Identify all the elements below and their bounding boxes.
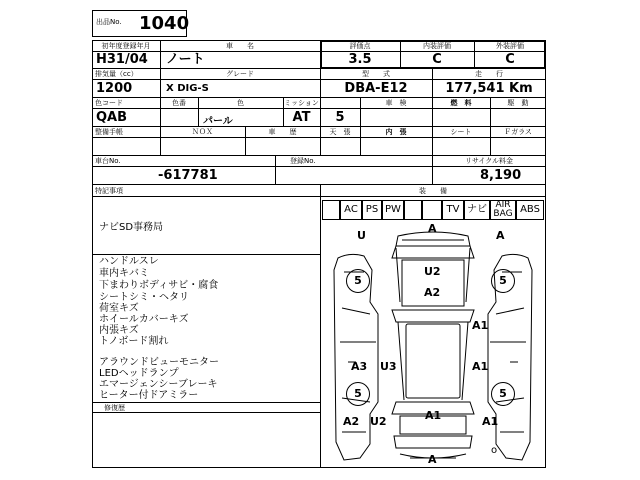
wheel-front-right: 5 (491, 269, 515, 293)
equipment-header: 装 備 (419, 187, 447, 195)
color-header: 色 (237, 99, 244, 107)
notes-office: ナビSD事務局 (99, 222, 164, 233)
equipment-slot-blank (322, 200, 340, 220)
inspection-header: 車 検 (385, 99, 407, 107)
damage-hood-2: A2 (424, 286, 441, 299)
note-item: トノボード割れ (99, 336, 169, 347)
grade-header: グレード (226, 70, 254, 78)
recycle-fee-header: リサイクル料金 (464, 157, 514, 165)
transmission-header: ミッション (284, 99, 319, 107)
lot-number: 1040 (139, 13, 190, 34)
feature-item: エマージェンシーブレーキ (99, 379, 218, 390)
damage-rear-bottom: A (428, 453, 437, 466)
repair-history-header: 修復歴 (104, 404, 125, 412)
equipment-pw: PW (382, 200, 404, 220)
damage-trunk: A1 (425, 409, 442, 422)
mileage-value: 177,541 Km (445, 81, 533, 96)
equipment-navi: ナビ (464, 200, 490, 220)
notes-header: 特記事項 (95, 187, 123, 195)
damage-rear-right: A1 (482, 415, 499, 428)
glass-header: Ｆガラス (504, 128, 532, 136)
doors-value: 5 (335, 110, 345, 125)
note-item: 車内キバミ (99, 268, 149, 279)
sunroof-header: 天 張 (329, 128, 351, 136)
interior-value: C (432, 52, 442, 67)
exterior-value: C (505, 52, 515, 67)
exterior-header: 外装評価 (496, 42, 524, 50)
maintenance-header: 整備手帳 (95, 128, 123, 136)
chassis-no-value: -617781 (158, 168, 218, 183)
wheel-rear-left: 5 (346, 382, 370, 406)
damage-hood: U2 (424, 265, 441, 278)
reg-no-header: 登録No. (290, 157, 316, 165)
equipment-ps: PS (362, 200, 382, 220)
equipment-abs: ABS (516, 200, 544, 220)
fuel-header: 燃 料 (450, 99, 472, 107)
interior-trim-header: 内 張 (385, 128, 407, 136)
wheel-front-left: 5 (346, 269, 370, 293)
car-damage-diagram (320, 222, 546, 468)
color-value: パール (203, 116, 233, 127)
mileage-header: 走 行 (475, 70, 503, 78)
displacement-header: 排気量（cc） (95, 70, 138, 78)
equipment-ac: AC (340, 200, 362, 220)
grade-value: X DIG-S (166, 83, 209, 94)
drive-header: 駆 動 (507, 99, 529, 107)
damage-right-door-front: A1 (472, 319, 489, 332)
feature-item: LEDヘッドランプ (99, 368, 179, 379)
color-code-value: QAB (96, 110, 128, 125)
model-value: DBA-E12 (344, 81, 408, 96)
score-value: 3.5 (348, 52, 372, 67)
transmission-value: AT (292, 110, 311, 125)
nox-header: ＮＯＸ (192, 128, 213, 136)
first-reg-value: H31/04 (96, 52, 148, 67)
equipment-slot-blank (404, 200, 422, 220)
damage-front-top: A (428, 222, 437, 235)
score-header: 評価点 (349, 42, 371, 50)
note-item: 内張キズ (99, 325, 139, 336)
equipment-tv: TV (442, 200, 464, 220)
damage-right-door-rear: A1 (472, 360, 489, 373)
damage-front-left: U (357, 229, 366, 242)
damage-left-u3: U3 (380, 360, 397, 373)
lot-number-label: 出品No. (96, 18, 122, 26)
rear-bumper-mark: o (491, 445, 498, 456)
feature-item: ヒーター付ドアミラー (99, 390, 199, 401)
history-header: 車 歴 (268, 128, 297, 136)
note-item: 荷室キズ (99, 303, 139, 314)
first-reg-header: 初年度登録年月 (101, 42, 151, 50)
wheel-rear-right: 5 (491, 382, 515, 406)
recycle-fee-value: 8,190 (480, 168, 522, 183)
car-name-value: ノート (166, 52, 205, 67)
displacement-value: 1200 (96, 81, 133, 96)
damage-front-right: A (496, 229, 505, 242)
equipment-slot-blank (422, 200, 442, 220)
equipment-airbag: AIR BAG (490, 200, 516, 220)
note-item: シートシミ・ヘタリ (99, 292, 189, 303)
chassis-no-header: 車台No. (95, 157, 121, 165)
feature-item: アラウンドビューモニター (99, 357, 219, 368)
color-code-header: 色コード (95, 99, 123, 107)
model-header: 型 式 (362, 70, 390, 78)
car-name-header: 車 名 (226, 42, 254, 50)
note-item: ホイールカバーキズ (99, 314, 189, 325)
note-item: 下まわりボディサビ・腐食 (99, 280, 219, 291)
damage-rear-left-u2: U2 (370, 415, 387, 428)
lot-number-box (92, 10, 190, 37)
damage-left-a3: A3 (351, 360, 368, 373)
damage-rear-left-a2: A2 (343, 415, 360, 428)
note-item: ハンドルスレ (99, 256, 159, 267)
interior-header: 内装評価 (423, 42, 451, 50)
seat-header: シート (450, 128, 472, 136)
color-no-header: 色番 (172, 99, 186, 107)
